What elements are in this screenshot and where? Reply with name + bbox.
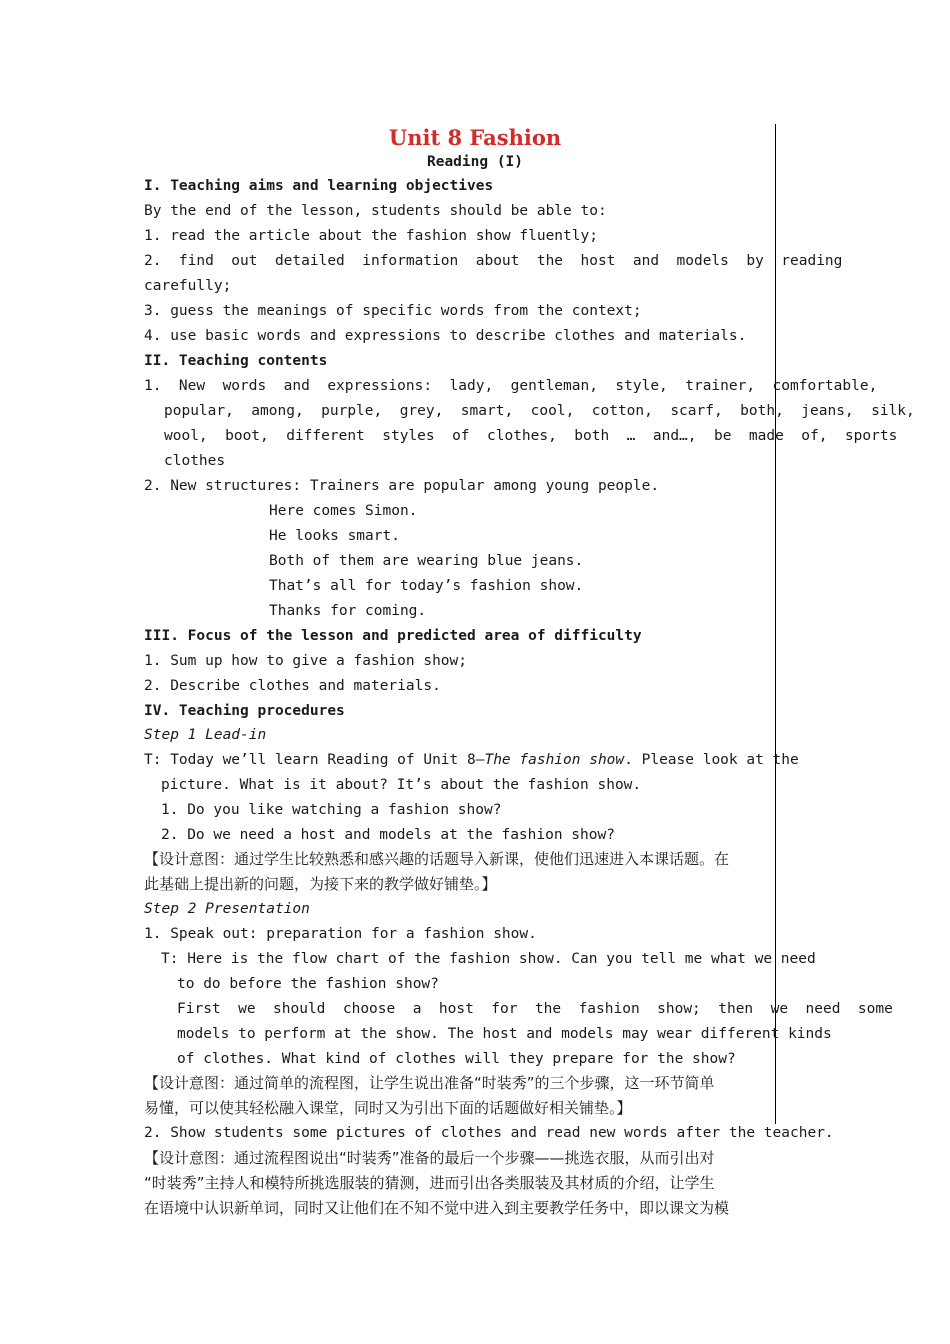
document-subtitle: Reading (I) (426, 154, 524, 170)
section-2-heading: II. Teaching contents (144, 353, 328, 369)
reading-title: The fashion show (484, 752, 625, 768)
structure-item: He looks smart. (269, 528, 400, 544)
objective-item: 3. guess the meanings of specific words from the context; (144, 303, 642, 319)
section-1-heading: I. Teaching aims and learning objectives (144, 178, 494, 194)
step-2-title: Step 2 Presentation (144, 901, 310, 917)
question-item: 2. Do we need a host and models at the fashion show? (161, 827, 615, 843)
structure-item: Here comes Simon. (269, 503, 418, 519)
design-note: 【设计意图：通过学生比较熟悉和感兴趣的话题导入新课，使他们迅速进入本课话题。在 (144, 850, 730, 868)
structures-label: 2. New structures: Trainers are popular among young people. (144, 478, 660, 494)
design-note: 在语境中认识新单词，同时又让他们在不知不觉中进入到主要教学任务中，即以课文为模 (144, 1199, 730, 1217)
teacher-line: picture. What is it about? It’s about the fashion show. (161, 777, 642, 793)
teacher-text: . Please look at the (624, 752, 799, 768)
words-line: popular, among, purple, grey, smart, cool, cotton, scarf, both, jeans, silk, (164, 403, 915, 419)
words-line: wool, boot, different styles of clothes, both … and…, be made of, sports (164, 428, 898, 444)
teacher-text: T: Today we’ll learn Reading of Unit 8— (144, 752, 485, 768)
structure-item: Thanks for coming. (269, 603, 427, 619)
presentation-item: 1. Speak out: preparation for a fashion show. (144, 926, 537, 942)
design-note: 【设计意图：通过简单的流程图，让学生说出准备“时装秀”的三个步骤，这一环节简单 (144, 1074, 715, 1092)
words-line: clothes (164, 453, 226, 469)
focus-item: 2. Describe clothes and materials. (144, 678, 441, 694)
structure-item: That’s all for today’s fashion show. (269, 578, 584, 594)
teacher-line: to do before the fashion show? (177, 976, 439, 992)
objective-item: 2. find out detailed information about the host and models by reading (144, 253, 843, 269)
section-1-intro: By the end of the lesson, students should be able to: (144, 203, 607, 219)
teacher-line: models to perform at the show. The host and models may wear different kinds (177, 1026, 832, 1042)
focus-item: 1. Sum up how to give a fashion show; (144, 653, 468, 669)
design-note: 【设计意图：通过流程图说出“时装秀”准备的最后一个步骤——挑选衣服，从而引出对 (144, 1149, 715, 1167)
words-line: 1. New words and expressions: lady, gentleman, style, trainer, comfortable, (144, 378, 878, 394)
presentation-item: 2. Show students some pictures of clothes and read new words after the teacher. (144, 1125, 834, 1141)
section-3-heading: III. Focus of the lesson and predicted area of difficulty (144, 628, 642, 644)
design-note: 易懂，可以使其轻松融入课堂，同时又为引出下面的话题做好相关铺垫。】 (144, 1099, 632, 1117)
teacher-line (144, 748, 806, 773)
design-note: 此基础上提出新的问题，为接下来的教学做好铺垫。】 (144, 875, 497, 893)
teacher-line: First we should choose a host for the fashion show; then we need some (177, 1001, 893, 1017)
question-item: 1. Do you like watching a fashion show? (161, 802, 502, 818)
section-4-heading: IV. Teaching procedures (144, 703, 345, 719)
teacher-line: T: Here is the flow chart of the fashion show. Can you tell me what we need (161, 951, 816, 967)
structure-item: Both of them are wearing blue jeans. (269, 553, 584, 569)
document-title: Unit 8 Fashion (388, 125, 562, 150)
objective-item: 1. read the article about the fashion show fluently; (144, 228, 598, 244)
objective-item: carefully; (144, 278, 232, 294)
objective-item: 4. use basic words and expressions to describe clothes and materials. (144, 328, 747, 344)
design-note: “时装秀”主持人和模特所挑选服装的猜测，进而引出各类服装及其材质的介绍，让学生 (144, 1174, 715, 1192)
teacher-line: of clothes. What kind of clothes will they prepare for the show? (177, 1051, 736, 1067)
step-1-title: Step 1 Lead-in (144, 727, 267, 743)
